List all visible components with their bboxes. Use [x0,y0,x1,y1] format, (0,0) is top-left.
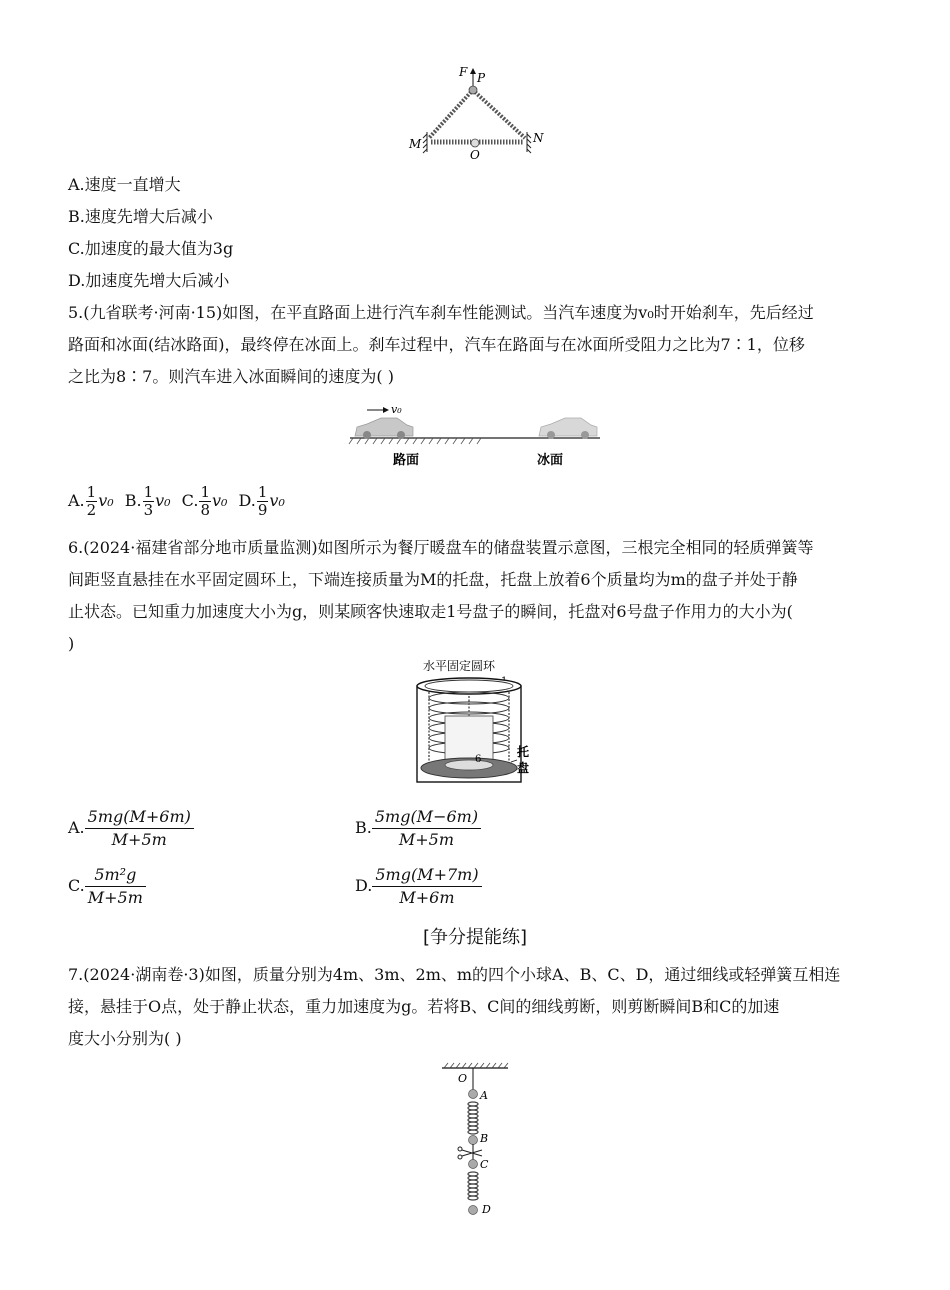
label-O-point: O [458,1072,468,1085]
q4-option-c: C.加速度的最大值为3g [68,239,234,258]
q5-stem-line1: 5.(九省联考·河南·15)如图，在平直路面上进行汽车刹车性能测试。当汽车速度为v₀时开始刹车，先后经过 [68,303,814,322]
label-P: P [477,71,486,85]
q5-option-c: C. $\frac{1}{8}$ v₀ [181,483,228,519]
q5-option-d: D. $\frac{1}{9}$ v₀ [238,483,285,519]
label-O: O [470,148,480,162]
q4-option-a: A.速度一直增大 [68,175,181,194]
plate-warmer-figure [405,656,545,796]
ball-D [469,1206,478,1215]
section-title: [争分提能练] [422,927,528,948]
q6-stem-line1: 6.(2024·福建省部分地市质量监测)如图所示为餐厅暖盘车的储盘装置示意图，三根完全相同的轻质弹簧等 [68,538,814,557]
q6-option-b: B. $\frac{5mg(M-6m)}{M+5m}$ [355,806,481,851]
car-braking-figure [345,400,605,472]
q5-options [68,484,285,519]
q5-option-b: B. $\frac{1}{3}$ v₀ [124,483,171,519]
scissors-icon [458,1147,482,1159]
car-icon-ice [539,418,597,439]
label-B: B [480,1132,489,1145]
hanging-balls-figure [436,1060,516,1220]
q4-option-d: D.加速度先增大后减小 [68,271,230,290]
q4-option-b: B.速度先增大后减小 [68,207,213,226]
q7-stem-line3: 度大小分别为( ) [68,1029,182,1048]
tray-label-1: 托 [517,745,530,759]
q7-stem-line1: 7.(2024·湖南卷·3)如图，质量分别为4m、3m、2m、m的四个小球A、B、C、D，通过细线或轻弹簧互相连 [68,965,841,984]
spring-triangle-figure [405,62,555,164]
plate-6-label: 6 [475,754,482,765]
q7-stem-line2: 接，悬挂于O点，处于静止状态，重力加速度为g。若将B、C间的细线剪断，则剪断瞬间B和C的加速 [68,997,780,1016]
ball-B [469,1136,478,1145]
velocity-label: v₀ [391,403,402,416]
label-F: F [459,65,468,79]
label-C: C [480,1158,489,1171]
tray-label-2: 盘 [517,761,530,775]
ring-label: 水平固定圆环 [423,659,496,673]
q5-option-a: A. $\frac{1}{2}$ v₀ [68,483,114,519]
q6-option-a: A. $\frac{5mg(M+6m)}{M+5m}$ [68,806,194,851]
label-D: D [482,1203,491,1216]
car-icon-road [355,418,413,439]
ball-A [469,1090,478,1099]
q6-stem-line3: 止状态。已知重力加速度大小为g，则某顾客快速取走1号盘子的瞬间，托盘对6号盘子作用力的大小为( [68,602,793,621]
q5-stem-line3: 之比为8∶7。则汽车进入冰面瞬间的速度为( ) [68,367,394,386]
ice-label: 冰面 [537,453,564,468]
label-N: N [533,131,544,145]
q6-option-c: C. $\frac{\text{5m²g}}{M+5m}$ [68,864,146,909]
q6-stem-line2: 间距竖直悬挂在水平固定圆环上，下端连接质量为M的托盘，托盘上放着6个质量均为m的盘子并处于静 [68,570,798,589]
q5-stem-line2: 路面和冰面(结冰路面)，最终停在冰面上。刹车过程中，汽车在路面与在冰面所受阻力之比为7∶1，位移 [68,335,805,354]
q6-stem-line4: ) [68,634,75,653]
q6-option-d: D. $\frac{5mg(M+7m)}{M+6m}$ [355,864,482,909]
label-M: M [409,137,422,151]
label-A: A [480,1089,488,1102]
road-label: 路面 [393,453,420,468]
ball-C [469,1160,478,1169]
